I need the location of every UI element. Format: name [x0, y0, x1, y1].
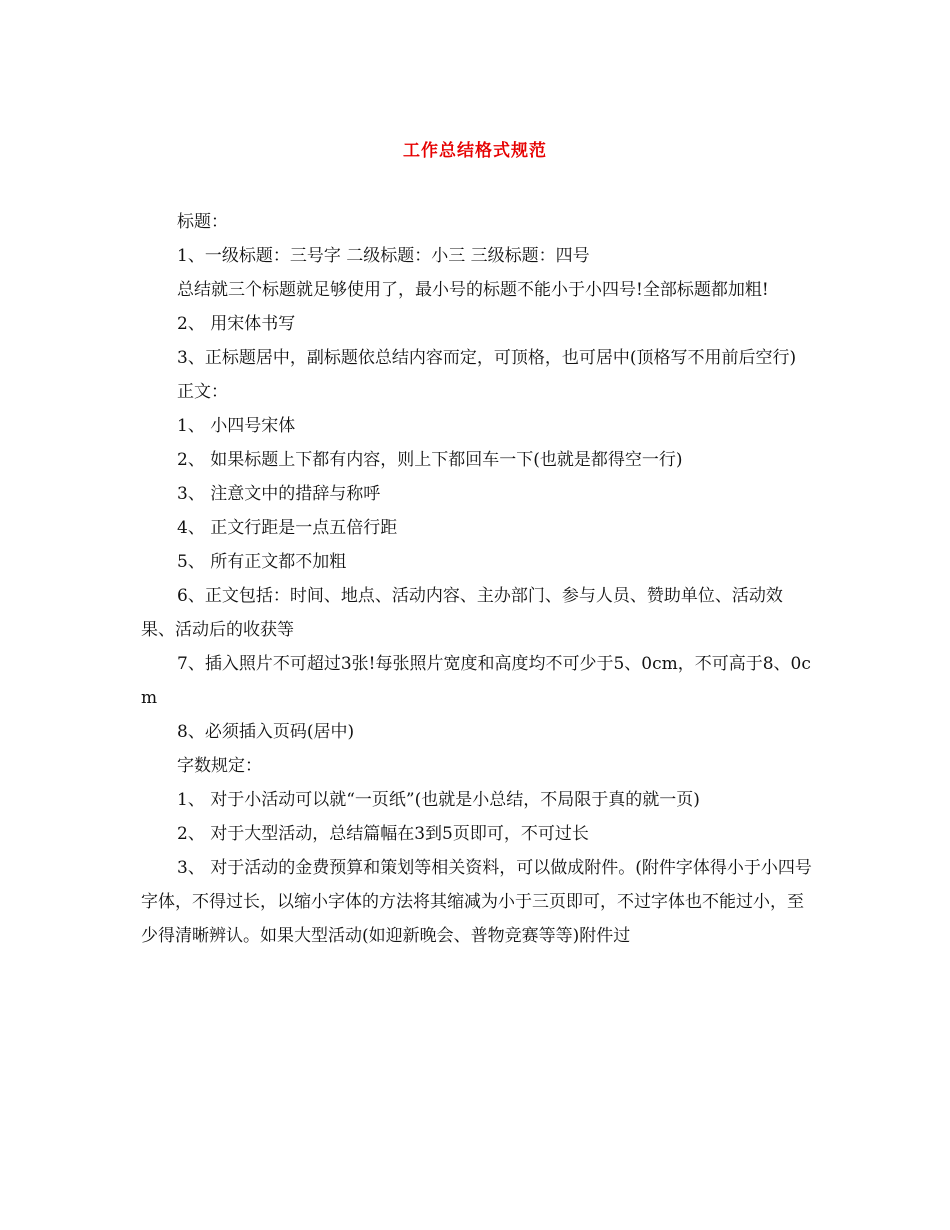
- paragraph: 7、插入照片不可超过3张!每张照片宽度和高度均不可少于5、0cm，不可高于8、0cm: [141, 654, 811, 708]
- paragraph: 3、正标题居中，副标题依总结内容而定，可顶格，也可居中(顶格写不用前后空行): [177, 348, 797, 368]
- paragraph: 6、正文包括：时间、地点、活动内容、主办部门、参与人员、赞助单位、活动效果、活动后的收获等: [141, 586, 783, 640]
- paragraph: 2、 如果标题上下都有内容，则上下都回车一下(也就是都得空一行): [177, 450, 683, 470]
- paragraph: 1、 小四号宋体: [177, 416, 296, 436]
- paragraph: 2、 对于大型活动，总结篇幅在3到5页即可，不可过长: [177, 824, 589, 844]
- paragraph: 8、必须插入页码(居中): [177, 722, 355, 742]
- paragraph: 1、一级标题：三号字 二级标题：小三 三级标题：四号: [177, 246, 590, 266]
- document-title: 工作总结格式规范: [403, 141, 547, 161]
- paragraph: 1、 对于小活动可以就“一页纸”(也就是小总结，不局限于真的就一页): [177, 790, 700, 810]
- paragraph: 4、 正文行距是一点五倍行距: [177, 518, 398, 538]
- paragraph-heading-body: 正文：: [177, 382, 228, 402]
- paragraph: 3、 对于活动的金费预算和策划等相关资料，可以做成附件。(附件字体得小于小四号字体，不得过长，以缩小字体的方法将其缩减为小于三页即可，不过字体也不能过小，至少得清晰辨认。如果大型活动(如迎新晚会、普物竞赛等等)附件过: [141, 858, 812, 946]
- paragraph: 总结就三个标题就足够使用了，最小号的标题不能小于小四号!全部标题都加粗!: [177, 280, 769, 300]
- paragraph: 2、 用宋体书写: [177, 314, 296, 334]
- paragraph-heading-title: 标题：: [177, 212, 228, 232]
- paragraph-heading-word-count: 字数规定：: [177, 756, 262, 776]
- document-body: [141, 205, 813, 953]
- paragraph: 5、 所有正文都不加粗: [177, 552, 347, 572]
- paragraph: 3、 注意文中的措辞与称呼: [177, 484, 381, 504]
